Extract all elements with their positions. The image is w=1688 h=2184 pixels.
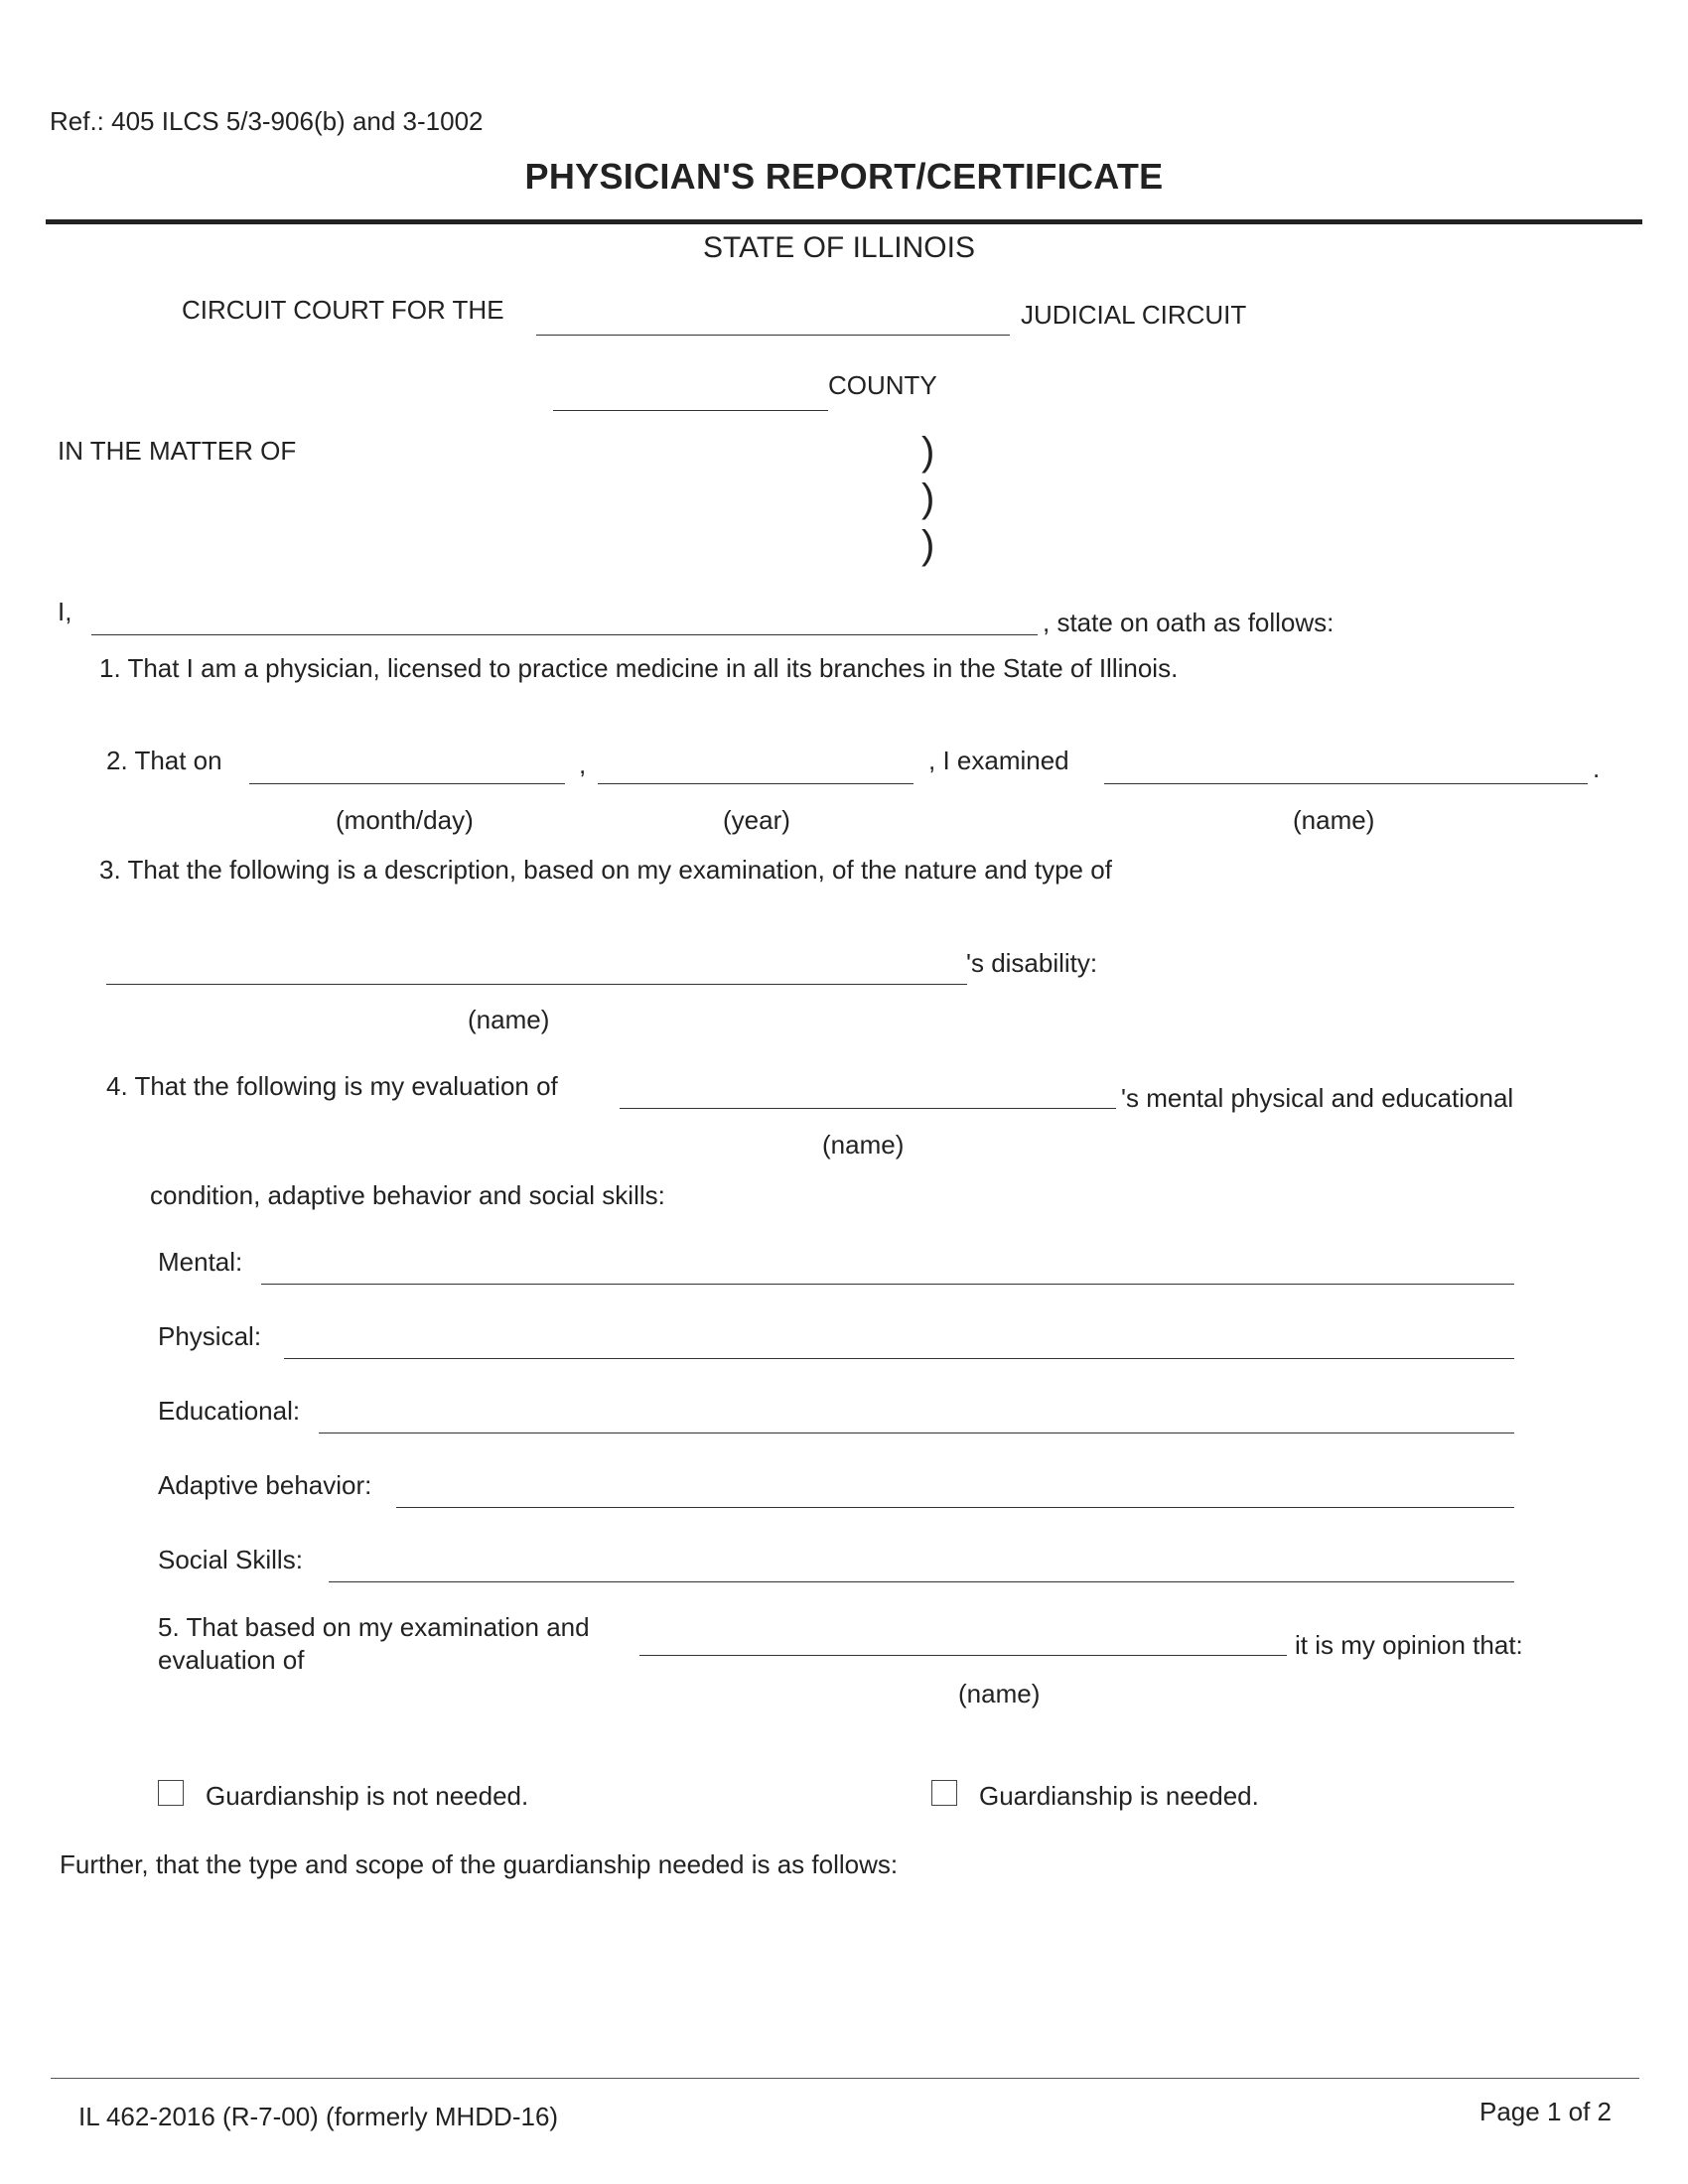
item-2-comma: , bbox=[579, 750, 587, 779]
paren-1: ) bbox=[921, 430, 935, 474]
item-5-line2: evaluation of bbox=[158, 1645, 305, 1675]
judicial-circuit-field[interactable] bbox=[536, 306, 1010, 336]
examined-name-field[interactable] bbox=[1104, 754, 1588, 784]
judicial-circuit-label: JUDICIAL CIRCUIT bbox=[1021, 300, 1247, 330]
disability-name-field[interactable] bbox=[106, 955, 967, 985]
mental-label: Mental: bbox=[158, 1247, 243, 1277]
item-4-suffix: 's mental physical and educational bbox=[1121, 1083, 1514, 1113]
guardianship-needed-label: Guardianship is needed. bbox=[979, 1781, 1259, 1811]
social-skills-label: Social Skills: bbox=[158, 1545, 303, 1574]
adaptive-behavior-field[interactable] bbox=[396, 1478, 1514, 1508]
item-2-name-caption: (name) bbox=[1293, 805, 1375, 835]
item-5-suffix: it is my opinion that: bbox=[1295, 1630, 1523, 1660]
evaluation-name-field[interactable] bbox=[620, 1079, 1116, 1109]
circuit-court-label: CIRCUIT COURT FOR THE bbox=[182, 295, 504, 325]
county-label: COUNTY bbox=[828, 370, 937, 400]
paren-3: ) bbox=[921, 523, 935, 567]
item-2-period: . bbox=[1593, 753, 1601, 783]
form-id: IL 462-2016 (R-7-00) (formerly MHDD-16) bbox=[78, 2102, 559, 2131]
item-5-name-caption: (name) bbox=[958, 1679, 1041, 1708]
item-2-prefix: 2. That on bbox=[106, 746, 222, 775]
matter-label: IN THE MATTER OF bbox=[58, 436, 297, 466]
item-4-continuation: condition, adaptive behavior and social skills: bbox=[150, 1180, 665, 1210]
mental-field[interactable] bbox=[261, 1255, 1514, 1285]
guardianship-needed-checkbox[interactable] bbox=[931, 1780, 957, 1806]
educational-field[interactable] bbox=[319, 1404, 1514, 1433]
educational-label: Educational: bbox=[158, 1396, 301, 1426]
month-day-caption: (month/day) bbox=[336, 805, 474, 835]
state-heading: STATE OF ILLINOIS bbox=[703, 231, 975, 264]
opinion-name-field[interactable] bbox=[639, 1626, 1287, 1656]
header-rule bbox=[46, 219, 1642, 224]
item-4-name-caption: (name) bbox=[822, 1130, 905, 1160]
exam-month-day-field[interactable] bbox=[249, 754, 565, 784]
item-2-examined: , I examined bbox=[928, 746, 1069, 775]
page-number: Page 1 of 2 bbox=[1479, 2097, 1612, 2126]
physical-label: Physical: bbox=[158, 1321, 262, 1351]
item-3-text: 3. That the following is a description, based on my examination, of the nature and type of bbox=[99, 855, 1112, 885]
year-caption: (year) bbox=[723, 805, 790, 835]
page-title: PHYSICIAN'S REPORT/CERTIFICATE bbox=[524, 156, 1164, 197]
footer-rule bbox=[51, 2078, 1639, 2079]
exam-year-field[interactable] bbox=[598, 754, 914, 784]
social-skills-field[interactable] bbox=[329, 1553, 1514, 1582]
item-3-name-caption: (name) bbox=[468, 1005, 550, 1034]
item-5-line1: 5. That based on my examination and bbox=[158, 1612, 590, 1642]
paren-2: ) bbox=[921, 477, 935, 520]
adaptive-behavior-label: Adaptive behavior: bbox=[158, 1470, 372, 1500]
physician-name-field[interactable] bbox=[91, 606, 1038, 635]
county-field[interactable] bbox=[553, 381, 828, 411]
item-4-prefix: 4. That the following is my evaluation of bbox=[106, 1071, 558, 1101]
physical-field[interactable] bbox=[284, 1329, 1514, 1359]
oath-suffix: , state on oath as follows: bbox=[1043, 608, 1335, 637]
oath-i-label: I, bbox=[58, 597, 72, 626]
item-1-text: 1. That I am a physician, licensed to practice medicine in all its branches in the State of Illinois. bbox=[99, 653, 1179, 683]
item-3-suffix: 's disability: bbox=[966, 948, 1098, 978]
guardianship-not-needed-checkbox[interactable] bbox=[158, 1780, 184, 1806]
statute-reference: Ref.: 405 ILCS 5/3-906(b) and 3-1002 bbox=[50, 106, 484, 136]
further-text: Further, that the type and scope of the guardianship needed is as follows: bbox=[60, 1849, 899, 1879]
guardianship-not-needed-label: Guardianship is not needed. bbox=[206, 1781, 529, 1811]
